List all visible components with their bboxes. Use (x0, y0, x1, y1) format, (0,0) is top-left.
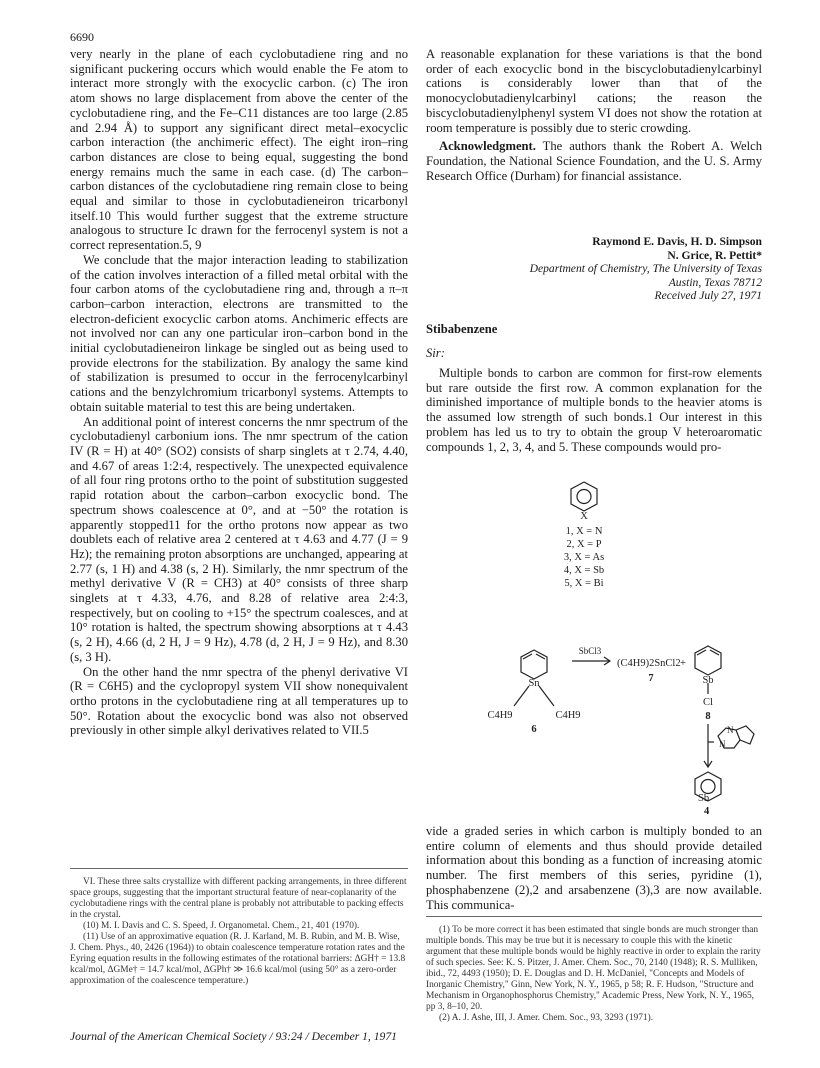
compound-1-label: 1, X = N (565, 526, 603, 537)
author-block (426, 235, 762, 303)
compound-7-number: 7 (648, 673, 654, 684)
article-continuation (426, 824, 762, 912)
footnote-10: (10) M. I. Davis and C. S. Speed, J. Organometal. Chem., 21, 401 (1970). (83, 921, 360, 931)
ring-final-aromatic-circle (701, 780, 715, 794)
left-paragraph-3: An additional point of interest concerns the nmr spectrum of the cyclobutadienyl carbonium ions. The nmr spectrum of the cation IV (R = H) at 40° (SO2) consists of sharp singlets at τ 2.74, 4.40, and 4.67 of areas 1:2:4, respectively. The unexpected equivalence of all four ring protons ortho to the point of substitution suggested rapid rotation about the carbon–carbon exocyclic bond. The spectrum shows coalescence at 0°, and at −50° the rotation is apparently stopped11 for the ortho protons now appear as two doublets each of relative area 2 centered at τ 4.63 and 4.77 (J = 9 Hz); the remaining proton absorptions are unchanged, appearing at 2.77 (s, 1 H) and 4.38 (s, 2 H). Similarly, the nmr spectrum of the methyl derivative V (R = CH3) at 40° consists of three sharp singlets at τ 4.33, 4.76, and 8.28 of relative area 2:4:3, respectively, but on cooling to +15° the spectrum coalesces, and at 10° rotation is halted, the spectrum showing absorptions at τ 4.43 (s, 2 H), 4.66 (d, 2 H, J = 9 Hz), 4.78 (d, 2 H, J = 9 Hz), and 8.30 (s, 3 H). (70, 414, 408, 664)
article-intro (426, 366, 762, 454)
final-sb-label: Sb (698, 793, 710, 804)
ring-atom-x-label: X (580, 511, 588, 522)
footnote-2: (2) A. J. Ashe, III, J. Amer. Chem. Soc., 93, 3293 (1971). (439, 1013, 654, 1023)
sb-atom-label: Sb (702, 675, 714, 686)
ring-1-hexagon (571, 482, 597, 511)
page-number: 6690 (70, 30, 94, 44)
footnote-vi: VI. These three salts crystallize with different packing arrangements, in three different space groups, suggesting that the important structural feature of near-coplanarity of the cyclobutadiene rings with the central plane is probably not attributable to packing effects in the crystal. (70, 877, 407, 920)
right-paragraph-1: A reasonable explanation for these variations is that the bond order of each exocyclic bond in the biscyclobutadienylcarbinyl cations is considerably lower than that of the monocyclobutadienylcarbinyl cations; the reason the biscyclobutadienylphenyl system VI does not show the rotation at room temperature is possibly due to steric crowding. (426, 47, 762, 135)
sn-bond-right (539, 686, 554, 706)
right-footnote-rule (426, 916, 762, 917)
compound-2-label: 2, X = P (566, 539, 602, 550)
footnote-11: (11) Use of an approximative equation (R. J. Karland, M. B. Rubin, and M. B. Wise, J. Chem. Phys., 40, 2426 (1964)) to obtain coalescence temperature rotation rates and the Eyring equation results in the following estimates of the rotational barriers: ΔGH† = 13.8 kcal/mol, ΔGMe† = 14.7 kcal/mol, ΔGPh† ≫ 16.6 kcal/mol (using 50° as a zero-order approximation of the coalescence temperature.) (70, 932, 406, 986)
ring-1-aromatic-circle (577, 490, 591, 504)
journal-footer: Journal of the American Chemical Society / 93:24 / December 1, 1971 (70, 1030, 397, 1043)
footnote-1: (1) To be more correct it has been estimated that single bonds are much stronger than multiple bonds. This may be true but it is necessary to couple this with the kinetic argument that these multiple bonds would be highly reactive in order to explain the rarity of such species. See: K. S. Pitzer, J. Amer. Chem. Soc., 70, 2140 (1948); R. S. Mulliken, ibid., 72, 4493 (1950); D. E. Douglas and D. H. McDaniel, "Concepts and Models of Inorganic Chemistry," Ginn, New York, N. Y., 1965, p 58; R. F. Hudson, "Structure and Mechanism in Organophosphorus Chemistry," Academic Press, New York, N. Y., 1965, pp 3, 8–10, 20. (426, 925, 761, 1012)
affiliation-line-2: Austin, Texas 78712 (668, 275, 762, 289)
compound-8-number: 8 (705, 711, 711, 722)
reaction-scheme (426, 474, 762, 802)
left-paragraph-1: very nearly in the plane of each cyclobutadiene ring and no significant puckering occurs which would enable the Fe atom to interact more strongly with the exocyclic carbon. (c) The iron atom shows no large displacement from above the center of the cyclobutadiene ring, and the Fe–C11 distances are too large (2.85 and 2.94 Å) to support any significant direct metal–exocyclic carbon interaction (the anchimeric effect). The eight iron–ring carbon distances are close to being equal, suggesting the bond energy remains much the same in each case. (d) The carbon–carbon distances of the cyclobutadiene ring remain close to being equal and similar to those in cyclobutadieneiron tricarbonyl itself.10 This would further suggest that the extreme structure analogous to structure Ic drawn for the ferrocenyl system is not a correct representation.5, 9 (70, 47, 408, 253)
salutation: Sir: (426, 346, 445, 360)
compound-4-label: 4, X = Sb (563, 565, 605, 576)
plus-sign: + (680, 658, 686, 669)
acknowledgment-label: Acknowledgment. (439, 139, 536, 154)
acknowledgment (426, 139, 762, 183)
compound-5-label: 5, X = Bi (564, 578, 604, 589)
affiliation-line-1: Department of Chemistry, The University of Texas (529, 262, 762, 276)
left-column (70, 47, 408, 738)
compound-3-label: 3, X = As (563, 552, 605, 563)
left-footnote-rule (70, 868, 408, 869)
butyl-right-label: C4H9 (555, 710, 581, 721)
dbn-n1-label: N (727, 725, 734, 735)
ring-sn-hexagon (521, 650, 547, 679)
left-paragraph-4: On the other hand the nmr spectra of the phenyl derivative VI (R = C6H5) and the cyclopropyl system VII show nonequivalent ortho protons in the cyclobutadiene ring at all temperatures up to 50°. Rotation about the exocyclic bond was also not observed previously in other simple alkyl derivatives related to VII.5 (70, 664, 408, 738)
compound-6-number: 6 (531, 724, 537, 735)
article-paragraph-2: vide a graded series in which carbon is multiply bonded to an entire column of elements and thus should provide detailed information about this bonding as a function of increasing atomic number. The first members of this series, pyridine (1), phosphabenzene (2),2 and arsabenzene (3),3 are now available. This communica- (426, 824, 762, 912)
product-7-formula: (C4H9)2SnCl2 (617, 658, 681, 669)
sn-atom-label: Sn (528, 678, 540, 689)
right-column-top (426, 47, 762, 183)
cl-atom-label: Cl (703, 697, 713, 708)
acknowledgment-text: The authors thank the Robert A. Welch Foundation, the National Science Foundation, and the U. S. Army Research Office (Durham) for financial assistance. (426, 139, 762, 183)
left-paragraph-2: We conclude that the major interaction leading to stabilization of the cation involves interaction of a filled metal orbital with the four carbon atoms of the cyclobutadiene ring and, through a π–π carbon–carbon interaction, electrons are transmitted to the electron-deficient exocyclic carbon atoms. Anchimeric effects are not involved nor can any one particular iron–carbon bond in the initial cyclobutadieneiron linkage be singled out as being used to provide electrons for the stabilization. By analogy the same kind of stabilization is presumed to occur in the ferrocenylcarbinyl cations and the benzylchromium tricarbonyl systems. Attempts to obtain suitable material to test this are being undertaken. (70, 252, 408, 414)
left-footnotes (70, 877, 408, 987)
reagent-label: SbCl3 (578, 646, 602, 656)
article-paragraph-1: Multiple bonds to carbon are common for first-row elements but rare outside the first row. A common explanation for the diminished importance of multiple bonds to the heavier atoms is the assumed low strength of such bonds.1 Our interest in this problem has led us to try to obtain the group V heteroaromatic compounds 1, 2, 3, 4, and 5. These compounds would pro- (426, 366, 762, 454)
sn-bond-left (514, 686, 529, 706)
butyl-left-label: C4H9 (487, 710, 513, 721)
ring-sbcl-hexagon (695, 646, 721, 675)
dbn-n2-label: N (719, 739, 726, 749)
authors-line-2: N. Grice, R. Pettit* (667, 248, 762, 262)
received-date: Received July 27, 1971 (654, 289, 762, 303)
article-title: Stibabenzene (426, 322, 498, 336)
authors-line-1: Raymond E. Davis, H. D. Simpson (592, 235, 762, 248)
right-footnotes (426, 925, 762, 1024)
compound-4-number: 4 (704, 806, 710, 817)
